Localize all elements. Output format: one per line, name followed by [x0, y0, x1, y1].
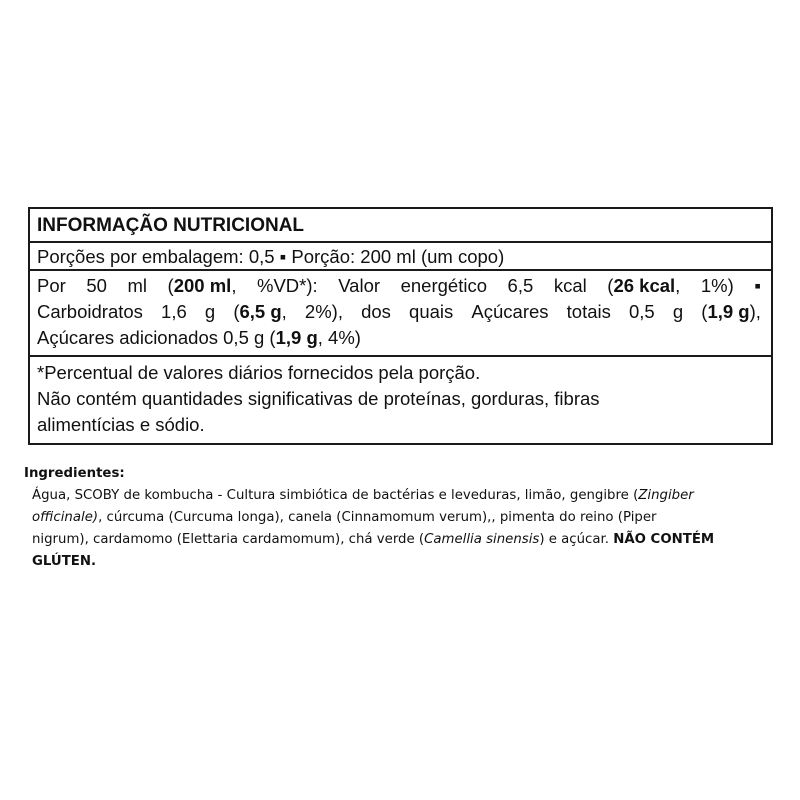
nutrition-values-line-3: [37, 325, 761, 351]
word: Valor: [338, 275, 381, 296]
word: energético: [400, 275, 487, 296]
word: totais: [566, 301, 611, 322]
word: 0,5: [629, 301, 655, 322]
bold-value: 1,9 g: [707, 301, 750, 322]
comma: ),: [749, 301, 761, 322]
bold-value: 200 ml: [173, 275, 232, 296]
paren: (: [701, 301, 708, 322]
nutrition-facts-table: [28, 207, 773, 445]
nutrition-values: [30, 271, 771, 357]
gluten-free-notice: GLÚTEN.: [32, 554, 97, 569]
ingredients-line-3: [32, 529, 772, 551]
word: g: [204, 301, 216, 322]
word: %VD*):: [257, 275, 318, 296]
word: Açúcares: [471, 301, 549, 322]
word: Por: [37, 275, 66, 296]
ingredients-line-1: [32, 485, 772, 507]
text: ) e açúcar.: [539, 532, 614, 547]
bullet-separator: ▪: [754, 275, 761, 296]
ingredients-line-2: [32, 507, 772, 529]
portion-info: Porções por embalagem: 0,5 ▪ Porção: 200 ml (um copo): [30, 243, 771, 271]
ingredients-line-4: [32, 551, 772, 573]
bold-value: 26 kcal: [613, 275, 676, 296]
bold-value: 6,5 g: [239, 301, 282, 322]
gluten-free-notice: NÃO CONTÉM: [613, 532, 715, 547]
word: [127, 273, 147, 299]
word: 1,6: [161, 301, 187, 322]
italic-text: Zingiber: [638, 488, 694, 503]
word: Carboidratos: [37, 301, 143, 322]
bold-value: 1,9 g: [275, 327, 318, 348]
word: 2%),: [304, 301, 343, 322]
comma: ,: [281, 301, 287, 322]
word: [701, 299, 761, 325]
note-line: *Percentual de valores diários fornecidos pela porção.: [37, 362, 481, 383]
note-line: Não contém quantidades significativas de proteínas, gorduras, fibras: [37, 388, 600, 409]
paren: (: [233, 301, 240, 322]
word: 6,5: [507, 275, 534, 296]
nutrition-values-line-2: [37, 299, 761, 325]
nutrition-notes: [30, 357, 771, 443]
ingredients-title: Ingredientes:: [24, 466, 125, 481]
comma: ,: [231, 275, 237, 296]
comma: ,: [675, 275, 681, 296]
italic-text: officinale): [32, 510, 99, 525]
text: nigrum), cardamomo (Elettaria cardamomum), chá verde (: [32, 532, 425, 547]
nutrition-table-title: INFORMAÇÃO NUTRICIONAL: [30, 209, 771, 243]
word: dos: [361, 301, 391, 322]
word: [233, 299, 286, 325]
word: [168, 273, 237, 299]
ingredients-section: [24, 463, 772, 573]
word: kcal: [553, 275, 587, 296]
word: g: [672, 301, 684, 322]
paren: (: [607, 275, 614, 296]
text: , 4%): [317, 327, 361, 348]
word: [607, 273, 680, 299]
word: quais: [409, 301, 454, 322]
word: 50: [86, 275, 107, 296]
word: 1%): [700, 275, 734, 296]
italic-text: Camellia sinensis: [424, 532, 540, 547]
text: Açúcares adicionados 0,5 g (: [37, 327, 276, 348]
text: Água, SCOBY de kombucha - Cultura simbiótica de bactérias e leveduras, limão, gengibre (: [32, 488, 639, 503]
nutrition-values-line-1: [37, 273, 761, 299]
note-line: alimentícias e sódio.: [37, 414, 205, 435]
paren: (: [167, 275, 174, 296]
text: , cúrcuma (Curcuma longa), canela (Cinnamomum verum),, pimenta do reino (Piper: [98, 510, 657, 525]
word-part: ml: [127, 275, 147, 296]
ingredients-list: [24, 485, 772, 573]
